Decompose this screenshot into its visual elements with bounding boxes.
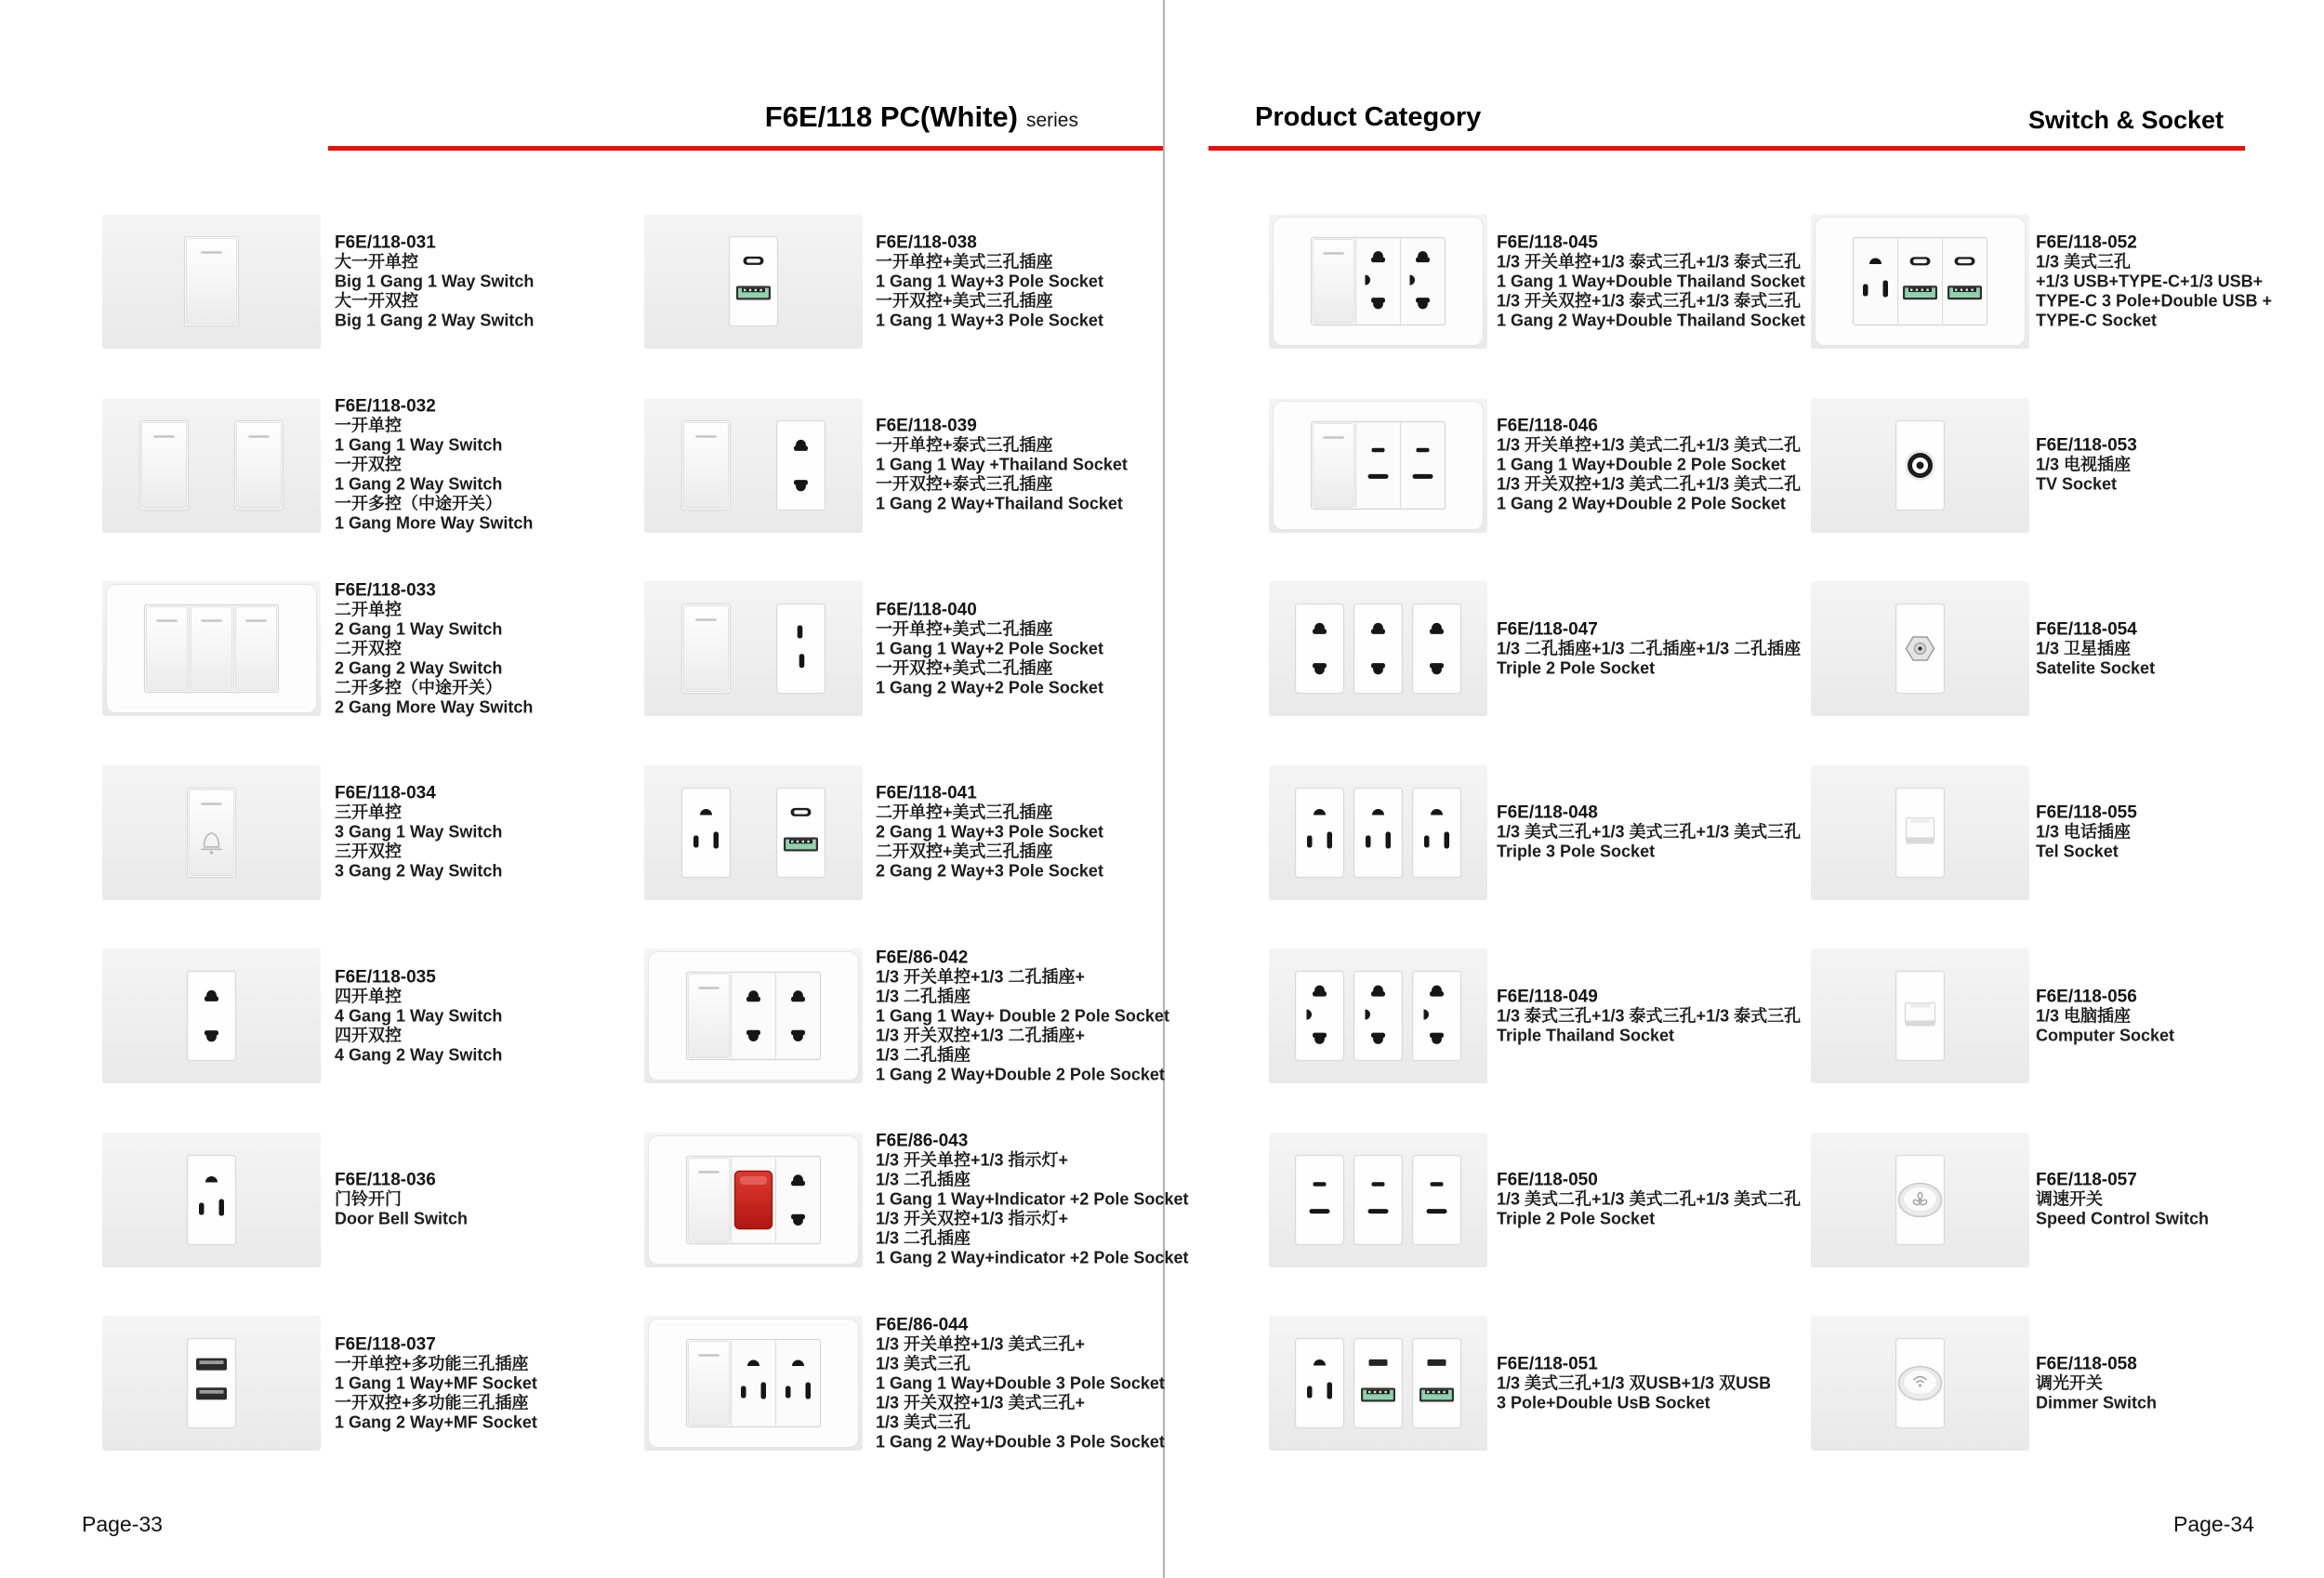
product-model: F6E/118-046 (1497, 416, 1598, 436)
product-line: 1/3 电话插座 (2036, 822, 2132, 842)
product-image (1811, 1316, 2029, 1451)
product-line: 1 Gang 1 Way+Double Thailand Socket (1497, 272, 1805, 290)
product-info (2036, 232, 2272, 330)
product-model: F6E/118-049 (1497, 987, 1598, 1006)
product-card (644, 1316, 863, 1451)
product-line: 3 Gang 2 Way Switch (335, 861, 503, 881)
product-line: 一开双控 (335, 455, 402, 474)
product-line: 大一开双控 (335, 291, 418, 310)
product-line: Triple 3 Pole Socket (1497, 842, 1656, 861)
product-card (102, 1316, 321, 1451)
product-info (876, 1315, 1165, 1452)
thai-three-pin-socket-icon (1296, 972, 1344, 1061)
us-three-pin-socket-icon (1296, 788, 1344, 877)
product-info (335, 397, 533, 534)
product-info (335, 1334, 537, 1432)
rocker-switch-icon (191, 607, 232, 691)
product-card (1269, 581, 1487, 716)
product-line: 1/3 美式三孔 (876, 1354, 971, 1372)
product-line: 1/3 开关单控+1/3 美式二孔+1/3 美式二孔 (1497, 435, 1802, 455)
product-info (876, 232, 1103, 330)
coax-tv-connector-icon (1896, 420, 1945, 510)
right-accent-bar (1208, 146, 2245, 151)
us-three-pin-socket-icon (1413, 788, 1461, 877)
product-image (1269, 214, 1487, 349)
right-page-title-category: Product Category (1255, 102, 1482, 132)
product-model: F6E/118-038 (876, 232, 977, 252)
product-line: 1 Gang 2 Way+Double 3 Pole Socket (876, 1432, 1165, 1451)
product-line: 1/3 开关双控+1/3 美式二孔+1/3 美式二孔 (1497, 474, 1802, 494)
product-line: 一开双控+美式二孔插座 (876, 658, 1053, 677)
product-line: Tel Socket (2036, 842, 2119, 861)
rocker-switch-icon (236, 607, 277, 691)
product-line: 2 Gang 2 Way Switch (335, 658, 503, 677)
us-three-pin-socket-icon (682, 788, 731, 877)
two-slot-socket-icon (777, 604, 825, 694)
product-card (1811, 581, 2029, 716)
product-info (876, 784, 1103, 882)
product-line: 二开双控 (335, 639, 402, 657)
product-line: 一开双控+泰式三孔插座 (876, 474, 1053, 494)
product-info (335, 580, 533, 717)
product-model: F6E/118-053 (2036, 435, 2137, 456)
product-line: 二开双控+美式三孔插座 (876, 842, 1053, 861)
product-image (1269, 1316, 1487, 1451)
product-model: F6E/118-057 (2036, 1170, 2137, 1190)
product-image (644, 1133, 863, 1267)
page-number-right: Page-34 (2173, 1512, 2254, 1536)
product-image (1269, 398, 1487, 533)
product-card (644, 765, 863, 900)
product-image (1811, 1133, 2029, 1267)
product-image (644, 765, 863, 900)
product-line: 1 Gang 2 Way+MF Socket (335, 1412, 537, 1431)
two-dash-socket-icon (1354, 1155, 1403, 1244)
product-line: 1/3 开关双控+1/3 泰式三孔+1/3 泰式三孔 (1497, 291, 1802, 310)
product-line: 2 Gang 1 Way+3 Pole Socket (876, 822, 1103, 842)
product-model: F6E/118-055 (2036, 802, 2137, 823)
product-model: F6E/118-032 (335, 396, 436, 417)
product-image (102, 1316, 321, 1451)
product-line: 1 Gang 1 Way+ Double 2 Pole Socket (876, 1006, 1169, 1025)
product-line: 3 Gang 1 Way Switch (335, 822, 503, 842)
product-line: Big 1 Gang 1 Way Switch (335, 272, 535, 290)
product-model: F6E/118-047 (1497, 619, 1598, 639)
product-line: 1/3 美式二孔+1/3 美式二孔+1/3 美式二孔 (1497, 1189, 1802, 1209)
left-accent-bar (328, 146, 1164, 151)
product-line: 1/3 开关双控+1/3 指示灯+ (876, 1209, 1069, 1228)
product-line: +1/3 USB+TYPE-C+1/3 USB+ (2036, 272, 2264, 290)
two-pin-socket-icon (1354, 604, 1403, 694)
product-card (644, 581, 863, 716)
thai-three-pin-socket-icon (1354, 972, 1403, 1061)
product-line: Speed Control Switch (2036, 1209, 2210, 1228)
product-line: 调速开关 (2036, 1189, 2103, 1209)
product-card (102, 398, 321, 533)
product-model: F6E/86-042 (876, 948, 969, 967)
usb-port-green-icon (1354, 1339, 1403, 1428)
product-model: F6E/118-056 (2036, 987, 2137, 1006)
dimmer-knob-icon (1896, 1339, 1945, 1428)
product-info (876, 948, 1169, 1084)
rocker-switch-icon (1314, 423, 1354, 507)
product-line: 二开单控+美式三孔插座 (876, 802, 1053, 822)
product-model: F6E/86-044 (876, 1315, 969, 1334)
product-image (644, 948, 863, 1083)
rocker-switch-icon (689, 1342, 730, 1426)
two-pin-socket-icon (188, 972, 236, 1061)
product-line: 1/3 二孔插座 (876, 1228, 971, 1248)
product-line: 1 Gang 2 Way+2 Pole Socket (876, 678, 1103, 696)
product-card (1811, 1133, 2029, 1267)
product-info (335, 232, 534, 330)
rocker-switch-icon (1314, 240, 1354, 324)
product-info (2036, 803, 2137, 862)
product-line: Computer Socket (2036, 1026, 2175, 1044)
two-pin-socket-icon (777, 420, 825, 510)
product-card (1269, 1316, 1487, 1451)
rocker-switch-icon (689, 1158, 730, 1241)
product-info (1497, 803, 1801, 862)
product-line: 三开双控 (335, 842, 402, 861)
product-image (1269, 1133, 1487, 1267)
left-page-title-series: series (1025, 110, 1078, 131)
product-line: 一开双控+多功能三孔插座 (335, 1393, 529, 1412)
product-line: 1 Gang 2 Way+Double 2 Pole Socket (1497, 494, 1786, 513)
product-image (1269, 948, 1487, 1083)
phone-jack-icon (1896, 788, 1945, 877)
two-pin-socket-icon (1413, 604, 1461, 694)
product-line: 门铃开门 (335, 1189, 402, 1209)
product-line: 1 Gang 2 Way+indicator +2 Pole Socket (876, 1248, 1189, 1267)
product-line: 1/3 卫星插座 (2036, 639, 2132, 657)
product-card (1269, 398, 1487, 533)
rocker-switch-icon (235, 420, 284, 510)
product-image (1811, 398, 2029, 533)
product-line: 1/3 开关单控+1/3 美式三孔+ (876, 1334, 1086, 1353)
product-line: 调光开关 (2036, 1373, 2103, 1392)
product-line: 1/3 二孔插座 (876, 987, 971, 1005)
rocker-switch-icon (682, 604, 731, 694)
product-card (644, 398, 863, 533)
product-line: 1/3 电视插座 (2036, 455, 2132, 474)
left-page-title-main: F6E/118 PC(White) (764, 100, 1018, 133)
product-info (2036, 987, 2174, 1045)
product-line: Big 1 Gang 2 Way Switch (335, 311, 535, 329)
product-card (1811, 214, 2029, 349)
product-info (1497, 1354, 1771, 1412)
product-line: 1 Gang 2 Way+Thailand Socket (876, 494, 1123, 513)
product-model: F6E/118-035 (335, 967, 436, 987)
product-model: F6E/118-041 (876, 783, 977, 803)
product-image (1269, 765, 1487, 900)
product-line: 一开单控+泰式三孔插座 (876, 435, 1053, 455)
product-image (1811, 948, 2029, 1083)
product-image (102, 581, 321, 716)
product-line: 1 Gang 2 Way Switch (335, 474, 503, 494)
product-info (2036, 436, 2137, 495)
product-line: 1/3 美式三孔 (2036, 252, 2132, 271)
product-model: F6E/118-048 (1497, 802, 1598, 823)
product-info (2036, 1354, 2157, 1412)
product-line: 四开双控 (335, 1026, 402, 1044)
product-image (102, 398, 321, 533)
right-page-title-switch-socket: Switch & Socket (2027, 106, 2224, 134)
product-line: Satelite Socket (2036, 658, 2156, 677)
rocker-switch-icon (140, 420, 189, 510)
product-card (102, 214, 321, 349)
product-card (644, 214, 863, 349)
product-line: 1 Gang 1 Way+Double 2 Pole Socket (1497, 455, 1786, 474)
product-card (102, 765, 321, 900)
product-line: 1/3 二孔插座 (876, 1045, 971, 1064)
product-card (644, 948, 863, 1083)
two-dash-socket-icon (1413, 1155, 1461, 1244)
product-card (1269, 948, 1487, 1083)
product-line: 2 Gang 2 Way+3 Pole Socket (876, 861, 1103, 881)
product-line: 1 Gang 1 Way+Double 3 Pole Socket (876, 1373, 1165, 1392)
product-model: F6E/118-037 (335, 1334, 436, 1354)
product-line: Door Bell Switch (335, 1209, 469, 1228)
product-image (644, 398, 863, 533)
usbc-and-usb-port-icon (777, 788, 825, 877)
product-info (876, 600, 1103, 697)
fan-speed-knob-icon (1896, 1155, 1945, 1244)
product-model: F6E/118-050 (1497, 1170, 1598, 1190)
product-card (102, 948, 321, 1083)
product-line: 4 Gang 1 Way Switch (335, 1006, 503, 1025)
product-model: F6E/118-052 (2036, 232, 2137, 252)
usbc-and-usb-port-icon (730, 237, 778, 326)
product-model: F6E/118-036 (335, 1170, 436, 1190)
product-line: 1 Gang 1 Way+2 Pole Socket (876, 639, 1103, 657)
product-line: 二开单控 (335, 600, 402, 618)
product-model: F6E/118-031 (335, 232, 436, 252)
product-line: TYPE-C Socket (2036, 311, 2158, 329)
product-model: F6E/118-033 (335, 580, 436, 600)
two-dash-socket-icon (1296, 1155, 1344, 1244)
product-line: 1/3 电脑插座 (2036, 1006, 2132, 1025)
product-image (1269, 581, 1487, 716)
product-card (1269, 214, 1487, 349)
product-line: 1/3 美式三孔+1/3 美式三孔+1/3 美式三孔 (1497, 822, 1802, 842)
rocker-switch-icon (147, 607, 188, 691)
product-card (644, 1133, 863, 1267)
product-line: 1/3 开关单控+1/3 二孔插座+ (876, 967, 1086, 986)
product-info (1497, 417, 1801, 514)
product-line: 四开单控 (335, 987, 402, 1005)
product-model: F6E/118-039 (876, 416, 977, 436)
product-line: 1 Gang 2 Way+Double 2 Pole Socket (876, 1065, 1165, 1083)
rocker-switch-icon (682, 420, 731, 510)
product-line: 二开多控（中途开关） (335, 678, 502, 696)
product-line: 1/3 开关双控+1/3 二孔插座+ (876, 1026, 1086, 1044)
product-line: TV Socket (2036, 474, 2118, 494)
us-three-pin-socket-icon (188, 1155, 236, 1244)
product-image (102, 765, 321, 900)
product-line: 1/3 二孔插座+1/3 二孔插座+1/3 二孔插座 (1497, 639, 1802, 657)
product-card (1811, 398, 2029, 533)
product-line: 一开单控+美式二孔插座 (876, 619, 1053, 638)
product-line: TYPE-C 3 Pole+Double USB + (2036, 291, 2273, 310)
product-line: Triple 2 Pole Socket (1497, 1209, 1656, 1228)
product-model: F6E/118-058 (2036, 1354, 2137, 1373)
product-line: Dimmer Switch (2036, 1393, 2158, 1412)
red-indicator-icon (735, 1171, 772, 1228)
product-image (102, 214, 321, 349)
product-card (1811, 1316, 2029, 1451)
product-model: F6E/86-043 (876, 1131, 969, 1151)
product-line: 1 Gang 2 Way+Double Thailand Socket (1497, 311, 1805, 329)
product-line: 1 Gang 1 Way+3 Pole Socket (876, 272, 1103, 290)
product-line: 1 Gang More Way Switch (335, 513, 534, 533)
product-info (1497, 1171, 1801, 1229)
usb-port-green-icon (1413, 1339, 1461, 1428)
product-info (335, 1171, 468, 1229)
product-card (1269, 765, 1487, 900)
product-image (1811, 765, 2029, 900)
product-image (1811, 581, 2029, 716)
product-image (102, 1133, 321, 1267)
product-info (335, 967, 502, 1065)
satellite-connector-icon (1896, 604, 1945, 694)
page-number-left: Page-33 (82, 1512, 163, 1536)
product-line: 1/3 开关单控+1/3 指示灯+ (876, 1150, 1069, 1170)
product-model: F6E/118-040 (876, 600, 977, 619)
us-three-pin-socket-icon (1296, 1339, 1344, 1428)
product-model: F6E/118-054 (2036, 619, 2137, 639)
product-image (644, 214, 863, 349)
product-line: 1/3 美式三孔 (876, 1412, 971, 1431)
product-card (102, 1133, 321, 1267)
product-line: 1 Gang 1 Way +Thailand Socket (876, 455, 1128, 474)
product-info (335, 784, 502, 882)
product-info (2036, 1171, 2209, 1229)
product-model: F6E/118-045 (1497, 232, 1598, 252)
doorbell-rocker-icon (188, 788, 236, 877)
product-line: 2 Gang More Way Switch (335, 697, 534, 716)
product-line: 1 Gang 1 Way+3 Pole Socket (876, 311, 1103, 329)
big-rocker-switch-icon (185, 237, 239, 326)
product-info (1497, 232, 1805, 330)
product-line: 一开单控 (335, 416, 402, 435)
product-line: 2 Gang 1 Way Switch (335, 619, 503, 638)
product-line: 一开单控+美式三孔插座 (876, 252, 1053, 271)
product-line: 1/3 美式三孔+1/3 双USB+1/3 双USB (1497, 1373, 1772, 1392)
product-line: 4 Gang 2 Way Switch (335, 1045, 503, 1064)
product-info (876, 1132, 1188, 1268)
product-line: 1 Gang 1 Way+MF Socket (335, 1373, 537, 1392)
rocker-switch-icon (689, 975, 730, 1058)
product-model: F6E/118-051 (1497, 1354, 1598, 1373)
product-line: 1/3 二孔插座 (876, 1170, 971, 1189)
product-line: 三开单控 (335, 802, 402, 822)
product-info (2036, 619, 2155, 678)
product-line: 一开多控（中途开关） (335, 494, 502, 513)
product-info (1497, 987, 1801, 1045)
product-info (876, 417, 1128, 514)
product-image (1811, 214, 2029, 349)
thai-three-pin-socket-icon (1413, 972, 1461, 1061)
product-line: 1/3 开关双控+1/3 美式三孔+ (876, 1393, 1086, 1412)
product-line: 一开单控+多功能三孔插座 (335, 1354, 529, 1372)
two-pin-socket-icon (1296, 604, 1344, 694)
product-line: 1 Gang 1 Way+Indicator +2 Pole Socket (876, 1189, 1189, 1209)
product-line: Triple 2 Pole Socket (1497, 658, 1656, 677)
product-card (1269, 1133, 1487, 1267)
product-line: 1/3 泰式三孔+1/3 泰式三孔+1/3 泰式三孔 (1497, 1006, 1802, 1025)
product-line: 1 Gang 1 Way Switch (335, 435, 503, 455)
product-card (102, 581, 321, 716)
product-line: Triple Thailand Socket (1497, 1026, 1675, 1044)
product-line: 1/3 开关单控+1/3 泰式三孔+1/3 泰式三孔 (1497, 252, 1802, 271)
product-model: F6E/118-034 (335, 783, 436, 803)
computer-jack-icon (1896, 972, 1945, 1061)
us-three-pin-socket-icon (1354, 788, 1403, 877)
left-page-title (567, 100, 1078, 134)
double-usb-port-icon (188, 1339, 236, 1428)
product-image (644, 1316, 863, 1451)
product-image (102, 948, 321, 1083)
product-line: 一开双控+美式三孔插座 (876, 291, 1053, 310)
product-line: 大一开单控 (335, 252, 418, 271)
product-card (1811, 948, 2029, 1083)
product-card (1811, 765, 2029, 900)
product-line: 3 Pole+Double UsB Socket (1497, 1393, 1710, 1412)
product-image (644, 581, 863, 716)
product-info (1497, 619, 1801, 678)
